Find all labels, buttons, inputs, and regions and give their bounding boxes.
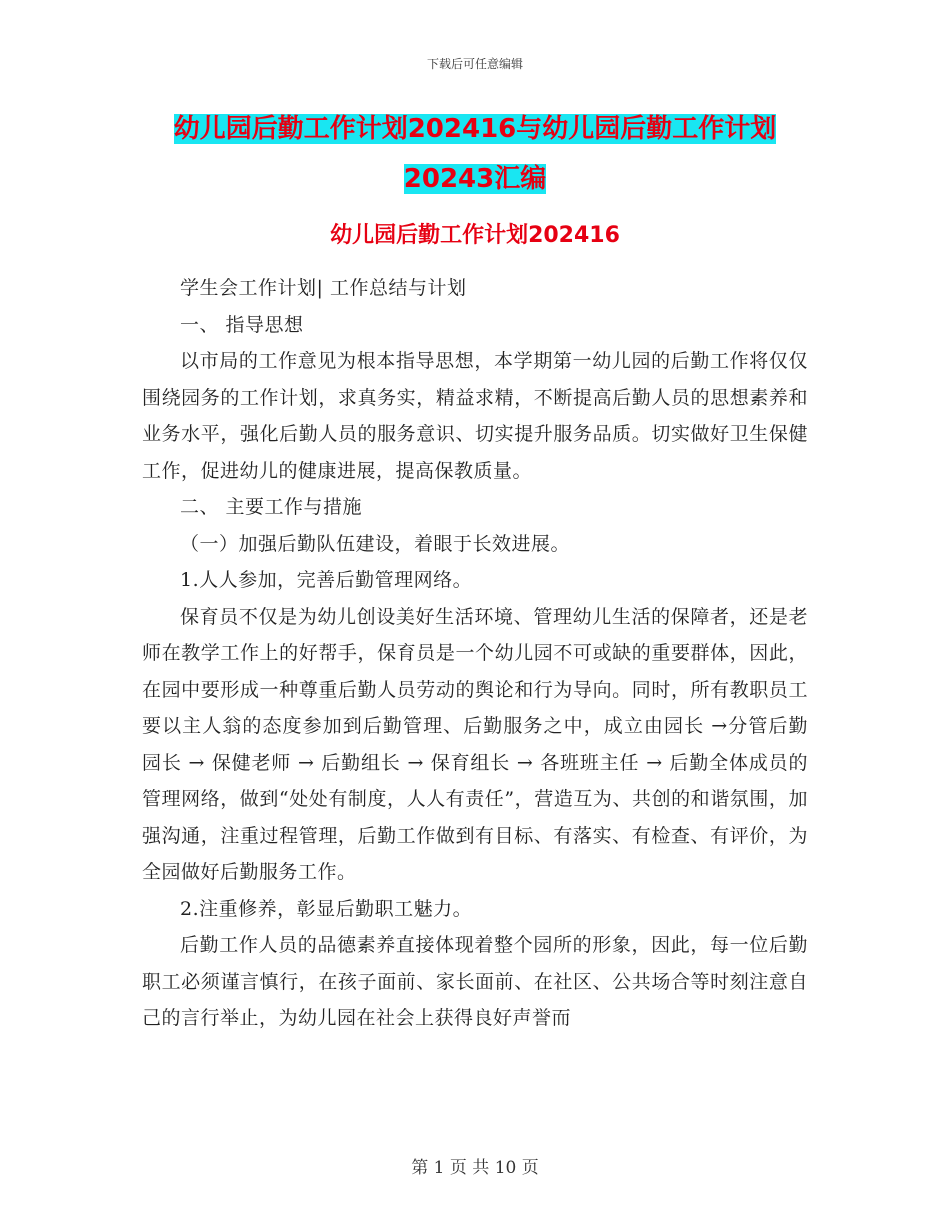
- paragraph-item-1: 1.人人参加，完善后勤管理网络。: [180, 569, 473, 591]
- paragraph-staff-conduct: 后勤工作人员的品德素养直接体现着整个园所的形象，因此，每一位后勤职工必须谨言慎行，在孩子面前、家长面前、在社区、公共场合等时刻注意自己的言行举止，为幼儿园在社会上获得良好声誉而: [142, 934, 808, 1029]
- paragraph-category: 学生会工作计划| 工作总结与计划: [180, 277, 467, 299]
- document-title-line2: 20243汇编: [403, 164, 547, 194]
- section-heading: 幼儿园后勤工作计划202416: [330, 223, 620, 248]
- paragraph-nursery-staff: 保育员不仅是为幼儿创设美好生活环境、管理幼儿生活的保障者，还是老师在教学工作上的好帮手，保育员是一个幼儿园不可或缺的重要群体，因此，在园中要形成一种尊重后勤人员劳动的舆论和行为导向。同时，所有教职员工要以主人翁的态度参加到后勤管理、后勤服务之中，成立由园长 →分管后勤园长 → 保健老师 → 后勤组长 → 保育组长 → 各班班主任 → 后勤全体成员的管理网络，做到“处处有制度，人人有责任”，营造互为、共创的和谐氛围，加强沟通，注重过程管理，后勤工作做到有目标、有落实、有检查、有评价，为全园做好后勤服务工作。: [142, 605, 808, 883]
- header-note: 下载后可任意编辑: [426, 57, 523, 71]
- document-title: [140, 104, 810, 204]
- paragraph-item-2: 2.注重修养，彰显后勤职工魅力。: [180, 897, 473, 920]
- document-title-line1: 幼儿园后勤工作计划202416与幼儿园后勤工作计划: [173, 114, 777, 144]
- paragraph-heading-main-work: 二、 主要工作与措施: [180, 496, 363, 518]
- paragraph-guiding-thought: 以市局的工作意见为根本指导思想，本学期第一幼儿园的后勤工作将仅仅围绕园务的工作计划，求真务实，精益求精，不断提高后勤人员的思想素养和业务水平，强化后勤人员的服务意识、切实提升服务品质。切实做好卫生保健工作，促进幼儿的健康进展，提高保教质量。: [142, 350, 808, 482]
- paragraph-subheading-team: （一）加强后勤队伍建设，着眼于长效进展。: [180, 532, 571, 555]
- page-number: 第 1 页 共 10 页: [411, 1158, 539, 1178]
- paragraph-heading-guiding-thought: 一、 指导思想: [180, 313, 304, 336]
- document-body: [142, 270, 808, 1037]
